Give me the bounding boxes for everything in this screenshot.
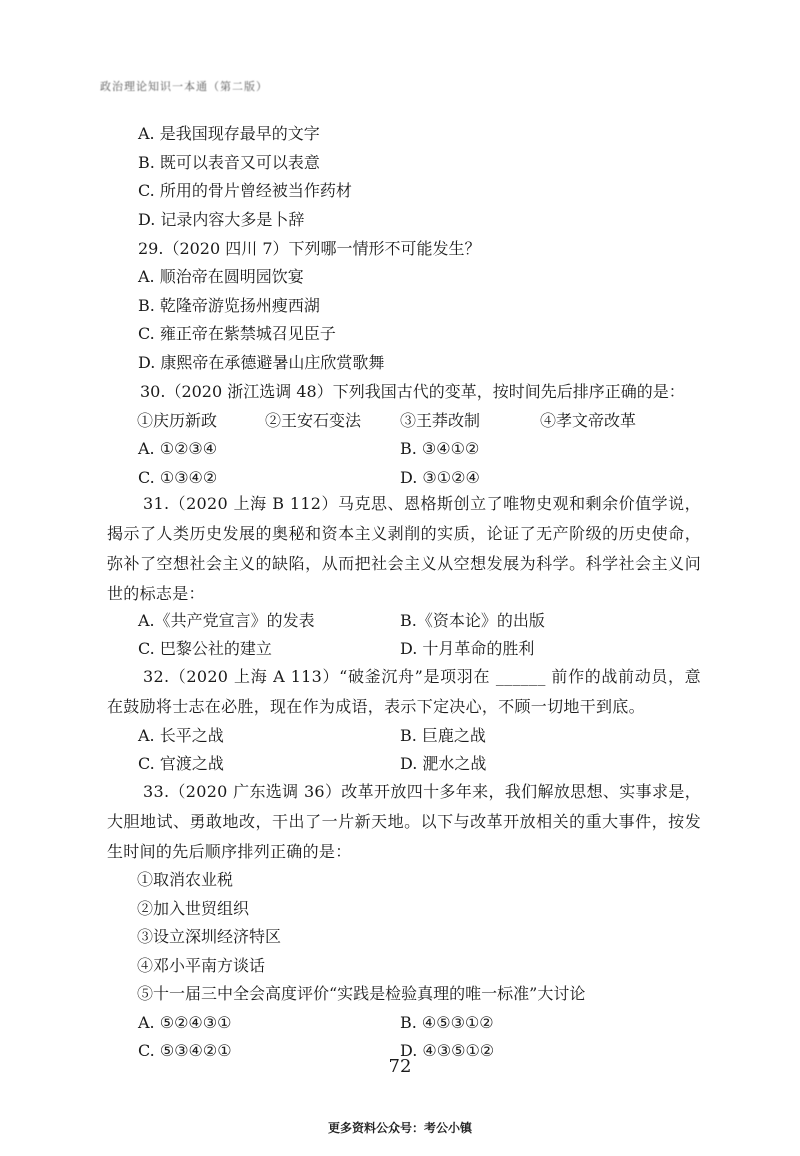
q33-option-a: A. ⑤②④③① [138, 1013, 232, 1032]
q30-item-3: ③王莽改制 [400, 411, 481, 430]
q33-item-3: ③设立深圳经济特区 [137, 927, 282, 946]
q32-stem: 32.（2020 上海 A 113）“破釜沉舟”是项羽在 ______ 前作的战前动员，意在鼓励将士志在必胜，现在作为成语，表示下定决心，不顾一切地干到底。 [107, 667, 701, 716]
q29-stem: 29.（2020 四川 7）下列哪一情形不可能发生？ [138, 239, 481, 258]
q33-item-5: ⑤十一届三中全会高度评价“实践是检验真理的唯一标准”大讨论 [137, 984, 586, 1003]
q28-option-d: D. 记录内容大多是卜辞 [138, 210, 305, 229]
q30-option-b: B. ③④①② [400, 439, 480, 458]
q30-option-a: A. ①②③④ [138, 439, 218, 458]
q33-option-d: D. ④③⑤①② [400, 1041, 495, 1060]
q29-option-a: A. 顺治帝在圆明园饮宴 [138, 267, 304, 286]
q29-option-c: C. 雍正帝在紫禁城召见臣子 [138, 324, 336, 343]
q33-item-1: ①取消农业税 [137, 870, 234, 889]
q30-option-d: D. ③①②④ [400, 468, 480, 487]
q32-option-c: C. 官渡之战 [138, 754, 224, 773]
q32-option-a: A. 长平之战 [138, 726, 224, 745]
running-head: 政治理论知识一本通（第二版） [100, 80, 268, 93]
page-number: 72 [388, 1056, 412, 1077]
q30-item-2: ②王安石变法 [265, 411, 362, 430]
q28-option-a: A. 是我国现存最早的文字 [138, 124, 320, 143]
q32-option-d: D. 淝水之战 [400, 754, 487, 773]
q31-stem: 31.（2020 上海 B 112）马克思、恩格斯创立了唯物史观和剩余价值学说，揭示了人类历史发展的奥秘和资本主义剥削的实质，论证了无产阶级的历史使命，弥补了空想社会主义的缺陷，从而把社会主义从空想发展为科学。科学社会主义问世的标志是： [107, 494, 701, 603]
q33-option-b: B. ④⑤③①② [400, 1013, 494, 1032]
q31-option-a: A.《共产党宣言》的发表 [138, 611, 315, 630]
q28-option-b: B. 既可以表音又可以表意 [138, 153, 320, 172]
q31-option-d: D. 十月革命的胜利 [400, 639, 535, 658]
q30-item-1: ①庆历新政 [137, 411, 218, 430]
q30-stem: 30.（2020 浙江选调 48）下列我国古代的变革，按时间先后排序正确的是： [140, 382, 685, 401]
q33-item-2: ②加入世贸组织 [137, 899, 250, 918]
q31-option-c: C. 巴黎公社的建立 [138, 639, 272, 658]
q33-item-4: ④邓小平南方谈话 [137, 956, 266, 975]
q33-stem: 33.（2020 广东选调 36）改革开放四十多年来，我们解放思想、实事求是，大胆地试、勇敢地改，干出了一片新天地。以下与改革开放相关的重大事件，按发生时间的先后顺序排列正确的是： [107, 782, 701, 861]
q29-option-d: D. 康熙帝在承德避暑山庄欣赏歌舞 [138, 353, 385, 372]
q29-option-b: B. 乾隆帝游览扬州瘦西湖 [138, 296, 320, 315]
footer-note: 更多资料公众号：考公小镇 [327, 1121, 472, 1135]
q30-option-c: C. ①③④② [138, 468, 218, 487]
q31-option-b: B.《资本论》的出版 [400, 611, 545, 630]
q30-item-4: ④孝文帝改革 [540, 411, 637, 430]
q33-option-c: C. ⑤③④②① [138, 1041, 232, 1060]
q28-option-c: C. 所用的骨片曾经被当作药材 [138, 181, 352, 200]
q32-option-b: B. 巨鹿之战 [400, 726, 486, 745]
